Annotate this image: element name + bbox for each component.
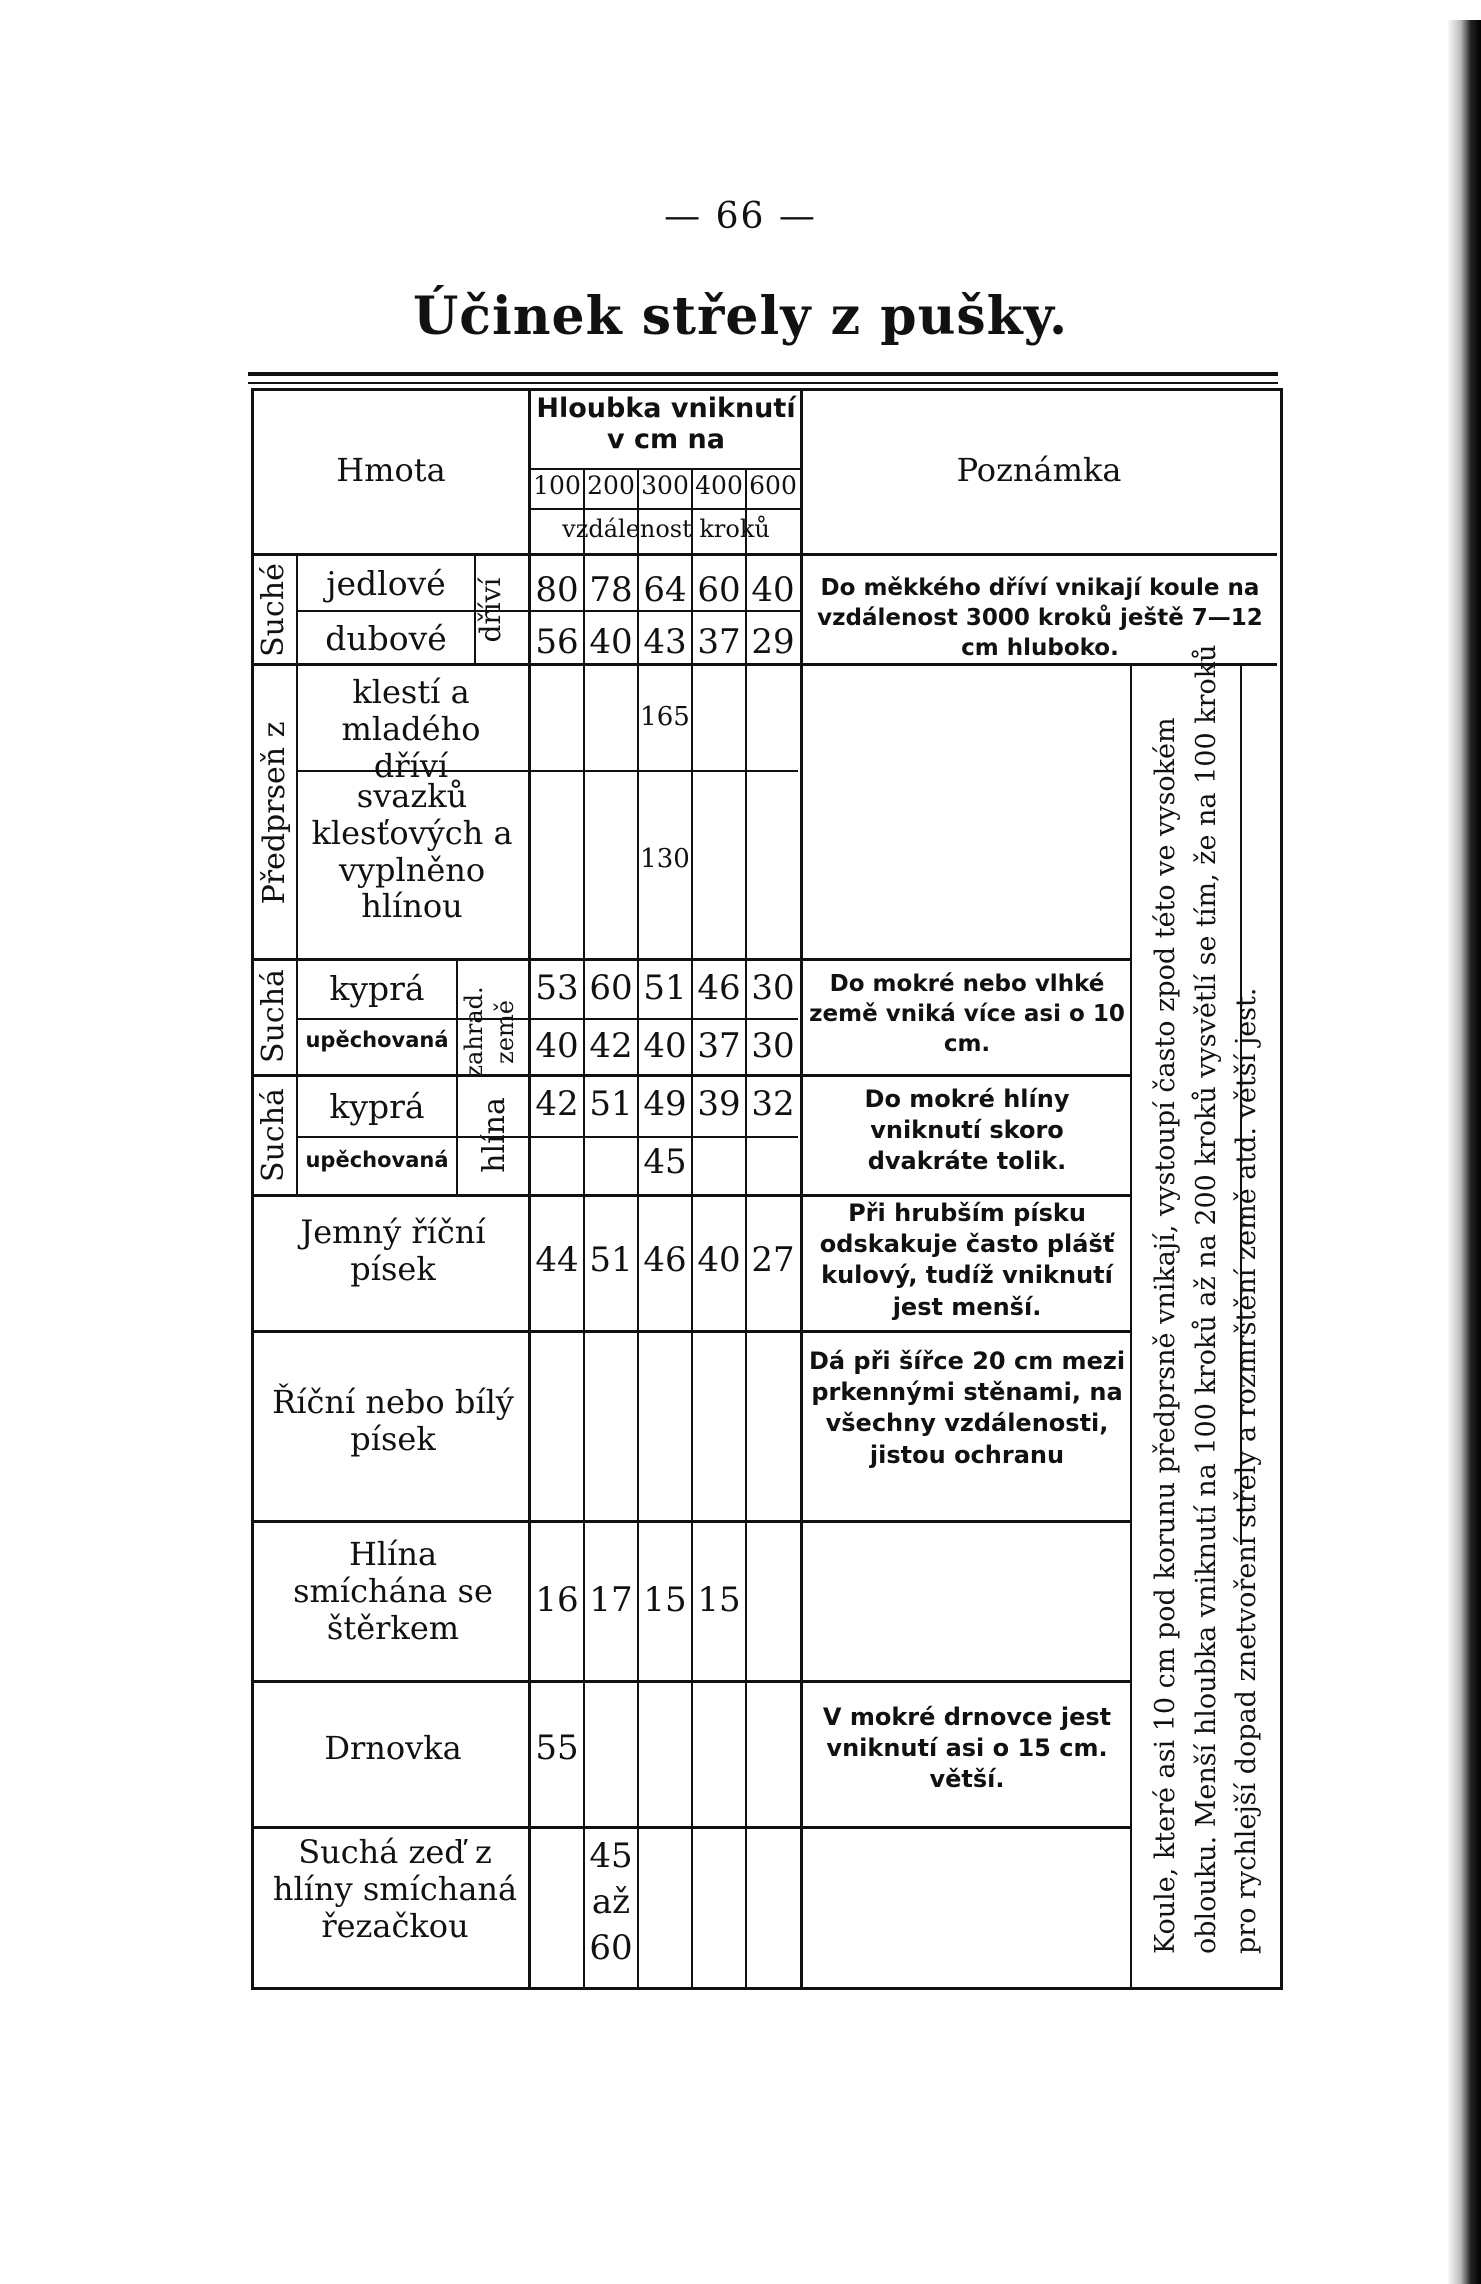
value-kypra1-300: 51 (643, 968, 687, 1008)
row-label-klesti: klestí a mladého dříví (341, 673, 481, 785)
value-upech1-100: 40 (535, 1026, 579, 1066)
value-upech1-400: 37 (697, 1026, 741, 1066)
header-poznamka: Poznámka (956, 451, 1122, 489)
row-label-upechovana-2: upěchovaná (305, 1148, 449, 1172)
side-note: Koule, které asi 10 cm pod korunu předprsně vnikají, vystoupí často zpod této ve vysokém oblouku. Menší hloubka vniknutí na 100 kroků až na 200 kroků vysvětlí se tím, že na 100 kroků pro rychlejší dopad znetvoření střely a rozmrštění země atd. větší jest. (1150, 644, 1262, 1954)
page-edge-shadow (1447, 20, 1481, 2284)
row-label-kypra-1: kyprá (329, 969, 425, 1008)
row-label-drnovka: Drnovka (324, 1729, 462, 1767)
value-jemny-600: 27 (751, 1240, 795, 1280)
value-dubove-600: 29 (751, 622, 795, 662)
header-distance-unit: vzdálenost kroků (562, 515, 770, 543)
value-jedlove-200: 78 (589, 570, 633, 610)
row-label-sucha-zed: Suchá zeď z hlíny smíchaná řezačkou (272, 1833, 518, 1945)
group-hlina: hlína (477, 1097, 512, 1173)
header-distance-600: 600 (749, 471, 797, 500)
row-label-dubove: dubové (325, 619, 447, 658)
header-distance-300: 300 (641, 471, 689, 500)
header-distance-200: 200 (587, 471, 635, 500)
row-label-svazku: svazků klesťových a vyplněno hlínou (311, 777, 513, 926)
value-hlina-300: 15 (643, 1580, 687, 1620)
header-distance-400: 400 (695, 471, 743, 500)
value-upech1-300: 40 (643, 1026, 687, 1066)
value-drnovka-100: 55 (535, 1728, 579, 1768)
note-drnovka: V mokré drnovce jest vniknutí asi o 15 cm. větší. (822, 1703, 1112, 1794)
row-label-kypra-2: kyprá (329, 1087, 425, 1126)
value-kypra2-400: 39 (697, 1084, 741, 1124)
group-suche: Suché (256, 563, 291, 657)
value-zed-200: 45 až 60 (589, 1836, 633, 1968)
value-jedlove-400: 60 (697, 570, 741, 610)
value-kypra1-600: 30 (751, 968, 795, 1008)
header-distance-100: 100 (533, 471, 581, 500)
value-hlina-200: 17 (589, 1580, 633, 1620)
row-label-jedlove: jedlové (326, 564, 446, 603)
group-sucha-2: Suchá (256, 1088, 291, 1182)
value-kypra2-300: 49 (643, 1084, 687, 1124)
value-upech1-200: 42 (589, 1026, 633, 1066)
group-zahrad-zeme: zahrad. země (460, 986, 520, 1078)
group-sucha-1: Suchá (256, 969, 291, 1063)
row-label-upechovana-1: upěchovaná (305, 1028, 449, 1052)
value-jemny-300: 46 (643, 1240, 687, 1280)
value-kypra2-600: 32 (751, 1084, 795, 1124)
value-dubove-200: 40 (589, 622, 633, 662)
note-hlina: Do mokré hlíny vniknutí skoro dvakráte tolik. (864, 1085, 1070, 1176)
value-upech2-300: 45 (643, 1142, 687, 1182)
row-label-ricni-pisek: Říční nebo bílý písek (272, 1383, 514, 1458)
value-jemny-100: 44 (535, 1240, 579, 1280)
value-dubove-100: 56 (535, 622, 579, 662)
value-jemny-200: 51 (589, 1240, 633, 1280)
value-jemny-400: 40 (697, 1240, 741, 1280)
note-zeme: Do mokré nebo vlhké země vniká více asi o 10 cm. (809, 971, 1125, 1057)
value-dubove-400: 37 (697, 622, 741, 662)
note-ricni: Dá při šířce 20 cm mezi prkennými stěnami, na všechny vzdálenosti, jistou ochranu (808, 1347, 1126, 1469)
value-svazku-300: 130 (640, 844, 690, 874)
value-kypra2-200: 51 (589, 1084, 633, 1124)
value-jedlove-100: 80 (535, 570, 579, 610)
note-pisek: Při hrubším písku odskakuje často plášť kulový, tudíž vniknutí jest menší. (819, 1199, 1115, 1321)
header-hmota: Hmota (336, 451, 446, 489)
value-hlina-400: 15 (697, 1580, 741, 1620)
top-rule-thin (248, 382, 1278, 384)
value-kypra1-200: 60 (589, 968, 633, 1008)
group-drivi: dříví (474, 577, 507, 643)
note-drivi: Do měkkého dříví vnikají koule na vzdálenost 3000 kroků ještě 7—12 cm hluboko. (817, 575, 1263, 661)
row-label-jemny-pisek: Jemný říční písek (300, 1213, 486, 1288)
value-jedlove-600: 40 (751, 570, 795, 610)
page-number: — 66 — (664, 196, 817, 237)
value-kypra1-100: 53 (535, 968, 579, 1008)
row-label-hlina-sterk: Hlína smíchána se štěrkem (293, 1535, 493, 1647)
value-upech1-600: 30 (751, 1026, 795, 1066)
top-rule (248, 372, 1278, 376)
value-dubove-300: 43 (643, 622, 687, 662)
group-predprsen: Předprseň z (257, 721, 292, 905)
page-title: Účinek střely z pušky. (412, 286, 1069, 347)
value-jedlove-300: 64 (643, 570, 687, 610)
value-kypra1-400: 46 (697, 968, 741, 1008)
value-klesti-300: 165 (640, 702, 690, 732)
header-depth: Hloubka vniknutí v cm na (536, 393, 796, 456)
value-kypra2-100: 42 (535, 1084, 579, 1124)
value-hlina-100: 16 (535, 1580, 579, 1620)
